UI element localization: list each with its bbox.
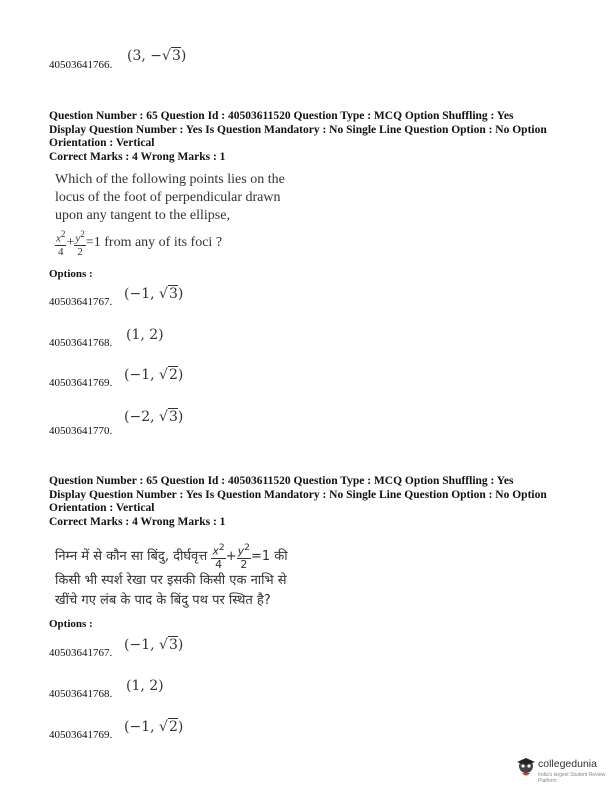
- option-value[interactable]: (−2, √3): [124, 409, 184, 425]
- marks-line: Correct Marks : 4 Wrong Marks : 1: [49, 515, 226, 528]
- option-id: 40503641766.: [49, 59, 113, 71]
- logo-name: collegedunia: [538, 758, 597, 770]
- marks-line: Correct Marks : 4 Wrong Marks : 1: [49, 150, 226, 163]
- options-label: Options :: [49, 268, 93, 280]
- option-id: 40503641768.: [49, 337, 113, 349]
- graduate-icon: [516, 756, 536, 780]
- fraction-y2-over-2: $\frac{y^2}{2}$: [75, 229, 85, 258]
- logo-tagline: India's largest Student Review Platform: [538, 772, 606, 784]
- collegedunia-logo: [516, 754, 606, 784]
- question-line: upon any tangent to the ellipse,: [55, 208, 230, 223]
- option-value: (3, −√3): [127, 48, 187, 64]
- question-text-hindi: [55, 542, 355, 611]
- fraction-x2-over-4: $\frac{x^2}{4}$: [56, 229, 66, 258]
- meta-line: Orientation : Vertical: [49, 502, 155, 514]
- option-value[interactable]: (−1, √2): [124, 367, 184, 383]
- question-text: [55, 171, 315, 258]
- meta-line: Question Number : 65 Question Id : 40503611520 Question Type : MCQ Option Shuffling : Yes: [49, 475, 514, 487]
- question-line: locus of the foot of perpendicular drawn: [55, 190, 281, 205]
- fraction-x2-over-4: $\frac{x^2}{4}$: [212, 542, 225, 571]
- option-id: 40503641770.: [49, 425, 113, 437]
- question-line: किसी भी स्पर्श रेखा पर इसकी किसी एक नाभि से: [55, 572, 287, 588]
- option-id: 40503641769.: [49, 377, 113, 389]
- meta-line: Orientation : Vertical: [49, 137, 155, 149]
- question-equation: $\frac{x^2}{4}$ + $\frac{y^2}{2}$ =1 from any of its foci ?: [56, 229, 223, 258]
- options-label: Options :: [49, 618, 93, 630]
- meta-line: Display Question Number : Yes Is Question Mandatory : No Single Line Question Option : No Option: [49, 488, 547, 501]
- meta-line: Question Number : 65 Question Id : 40503611520 Question Type : MCQ Option Shuffling : Yes: [49, 110, 514, 122]
- fraction-y2-over-2: $\frac{y^2}{2}$: [237, 542, 250, 571]
- question-line: Which of the following points lies on the: [55, 172, 285, 187]
- option-id: 40503641767.: [49, 647, 113, 659]
- option-id: 40503641769.: [49, 729, 113, 741]
- option-value[interactable]: (1, 2): [126, 678, 164, 694]
- question-line: निम्न में से कौन सा बिंदु, दीर्घवृत्त $\frac{x^2}{4}$ + $\frac{y^2}{2}$ =1 की: [55, 542, 288, 571]
- option-value[interactable]: (1, 2): [126, 327, 164, 343]
- option-id: 40503641767.: [49, 296, 113, 308]
- question-meta: [49, 475, 609, 529]
- option-value[interactable]: (−1, √3): [124, 637, 184, 653]
- question-line: खींचे गए लंब के पाद के बिंदु पथ पर स्थित है?: [55, 592, 271, 608]
- option-value[interactable]: (−1, √3): [124, 286, 184, 302]
- meta-line: Display Question Number : Yes Is Question Mandatory : No Single Line Question Option : No Option: [49, 123, 547, 136]
- question-meta: [49, 110, 609, 164]
- option-id: 40503641768.: [49, 688, 113, 700]
- option-value[interactable]: (−1, √2): [124, 719, 184, 735]
